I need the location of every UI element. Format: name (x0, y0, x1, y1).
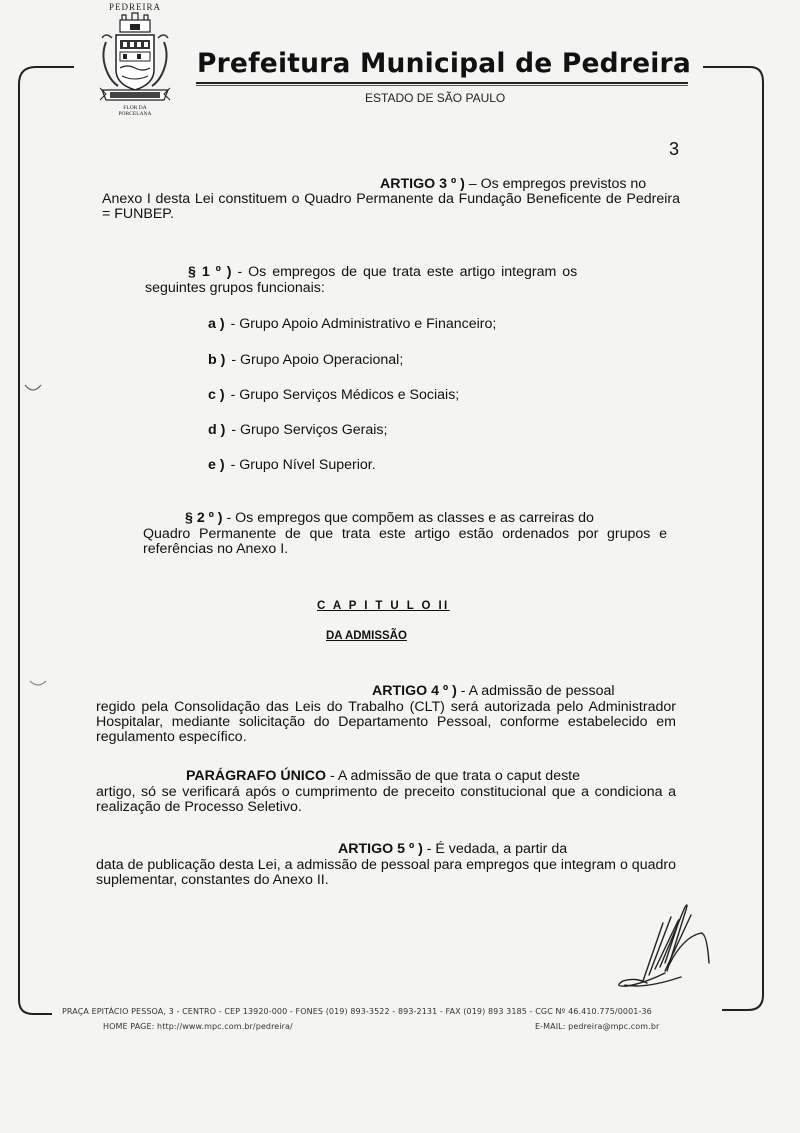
chapter-subtitle: DA ADMISSÃO (326, 630, 407, 642)
list-item-text: - Grupo Nível Superior. (230, 457, 376, 473)
page-number: 3 (669, 139, 680, 159)
list-item (208, 316, 496, 332)
list-item-letter: b ) (208, 352, 226, 368)
artigo-5-label: ARTIGO 5 º ) (338, 841, 423, 857)
crest-top-text: PEDREIRA (108, 2, 161, 12)
list-item (208, 387, 459, 403)
artigo-5-first-line (338, 842, 567, 857)
artigo-4-label: ARTIGO 4 º ) (372, 683, 457, 699)
crest-motto-line: FLOR DA (123, 105, 147, 111)
paragrafo-2-intro: - Os empregos que compõem as classes e as carreiras do (222, 510, 594, 526)
paragrafo-unico-label: PARÁGRAFO ÚNICO (186, 768, 327, 784)
paragrafo-1-first-line (188, 265, 577, 280)
paragrafo-2-label: § 2 º ) (185, 510, 223, 526)
artigo-4-first-line (372, 684, 615, 699)
artigo-3-label: ARTIGO 3 º ) (380, 176, 465, 192)
artigo-4-body: regido pela Consolidação das Leis do Trabalho (CLT) será autorizada pelo Administrador Hospitalar, mediante solicitação do Departamento Pessoal, conforme estabelecido em regulamento específico. (96, 699, 676, 745)
paragrafo-1-body: seguintes grupos funcionais: (145, 280, 325, 296)
paragrafo-1-label: § 1 º ) (188, 264, 232, 280)
artigo-3-body: Anexo I desta Lei constituem o Quadro Permanente da Fundação Beneficente de Pedreira = FUNBEP. (102, 191, 680, 222)
list-item-letter: d ) (208, 422, 226, 438)
municipal-crest (92, 2, 178, 122)
list-item-text: - Grupo Serviços Médicos e Sociais; (230, 387, 460, 403)
paragrafo-2-first-line (185, 511, 594, 526)
list-item-letter: e ) (208, 457, 225, 473)
crest-shield-icon (92, 2, 178, 122)
list-item (208, 457, 376, 473)
paragrafo-unico-first-line (186, 769, 580, 784)
artigo-5-intro: - É vedada, a partir da (422, 841, 568, 857)
punch-hole-icon (30, 681, 46, 685)
punch-hole-icon (25, 385, 41, 390)
crest-motto-line: PORCELANA (118, 111, 152, 117)
paragrafo-2-body: Quadro Permanente de que trata este artigo estão ordenados por grupos e referências no Anexo I. (143, 526, 667, 557)
list-item (208, 422, 387, 438)
footer-address: PRAÇA EPITÁCIO PESSOA, 3 - CENTRO - CEP 13920-000 - FONES (019) 893-3522 - 893-2131 - FAX (019) 893 3185 - CGC Nº 46.410.775/0001-36 (62, 1007, 652, 1016)
chapter-title: C A P I T U L O II (317, 600, 450, 612)
artigo-3-intro: – Os empregos previstos no (464, 176, 647, 192)
list-item-letter: c ) (208, 387, 225, 403)
footer-homepage: HOME PAGE: http://www.mpc.com.br/pedreira/ (103, 1022, 293, 1031)
title-underline (196, 82, 688, 84)
signature (605, 893, 725, 993)
title-underline-thin (196, 85, 688, 86)
list-item (208, 352, 403, 368)
paragrafo-unico-body: artigo, só se verificará após o cumprimento de preceito constitucional que a condiciona a realização de Processo Seletivo. (96, 784, 676, 815)
letterhead-title: Prefeitura Municipal de Pedreira (197, 48, 691, 79)
artigo-4-intro: - A admissão de pessoal (456, 683, 615, 699)
footer-email: E-MAIL: pedreira@mpc.com.br (535, 1022, 660, 1031)
artigo-5-body: data de publicação desta Lei, a admissão de pessoal para empregos que integram o quadro suplementar, constantes do Anexo II. (96, 857, 676, 888)
crest-motto (92, 105, 178, 117)
list-item-text: - Grupo Apoio Operacional; (231, 352, 404, 368)
letterhead-subtitle: ESTADO DE SÃO PAULO (365, 91, 506, 105)
artigo-3-first-line (380, 177, 646, 192)
paragrafo-1-intro: - Os empregos de que trata este artigo integram os (231, 264, 578, 280)
list-item-text: - Grupo Apoio Administrativo e Financeiro; (230, 316, 497, 332)
list-item-letter: a ) (208, 316, 225, 332)
paragrafo-unico-intro: - A admissão de que trata o caput deste (326, 768, 581, 784)
list-item-text: - Grupo Serviços Gerais; (231, 422, 388, 438)
